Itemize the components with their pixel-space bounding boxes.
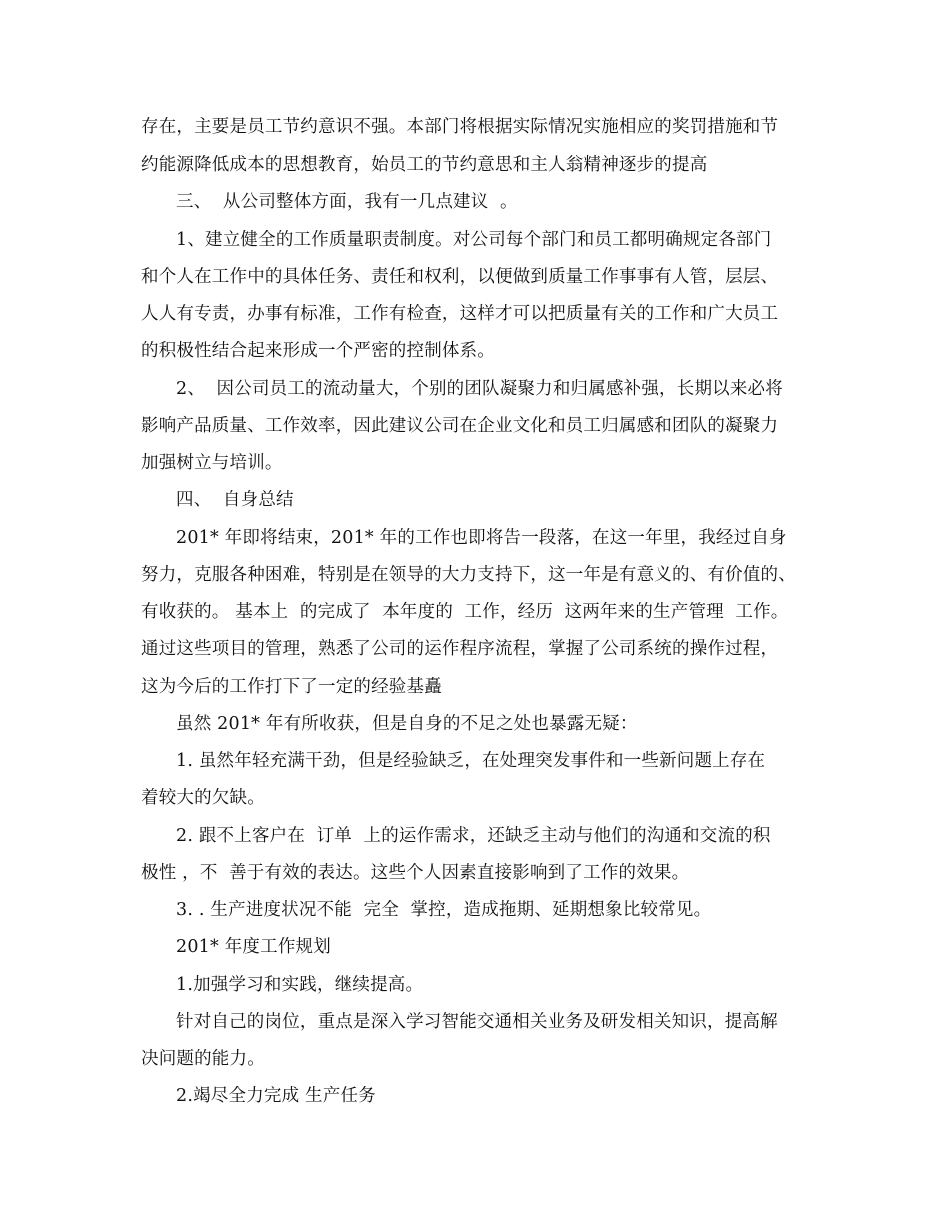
section-heading: 四、 自身总结 bbox=[176, 490, 294, 510]
paragraph-line: 201* 年即将结束，201* 年的工作也即将告一段落，在这一年里，我经过自身 bbox=[176, 528, 787, 548]
paragraph-line: 有收获的。 基本上 的完成了 本年度的 工作，经历 这两年来的生产管理 工作。 bbox=[141, 602, 789, 622]
paragraph-line: 极性 ，不 善于有效的表达。这些个人因素直接影响到了工作的效果。 bbox=[141, 863, 690, 883]
paragraph-line: 加强树立与培训。 bbox=[141, 453, 283, 473]
paragraph-line: 2. 跟不上客户在 订单 上的运作需求，还缺乏主动与他们的沟通和交流的积 bbox=[176, 826, 771, 846]
paragraph-line: 的积极性结合起来形成一个严密的控制体系。 bbox=[141, 341, 495, 361]
paragraph-line: 3. . 生产进度状况不能 完全 掌控，造成拖期、延期想象比较常见。 bbox=[176, 900, 712, 920]
paragraph-line: 2.竭尽全力完成 生产任务 bbox=[176, 1086, 376, 1106]
paragraph-line: 和个人在工作中的具体任务、责任和权利，以便做到质量工作事事有人管，层层、 bbox=[141, 267, 779, 287]
paragraph-line: 存在，主要是员工节约意识不强。本部门将根据实际情况实施相应的奖罚措施和节 bbox=[141, 117, 779, 137]
paragraph-line: 1.加强学习和实践，继续提高。 bbox=[176, 975, 424, 995]
paragraph-line: 着较大的欠缺。 bbox=[141, 788, 265, 808]
paragraph-line: 1. 虽然年轻充满干劲，但是经验缺乏，在处理突发事件和一些新问题上存在 bbox=[176, 751, 766, 771]
paragraph-line: 决问题的能力。 bbox=[141, 1049, 265, 1069]
paragraph-line: 努力，克服各种困难，特别是在领导的大力支持下，这一年是有意义的、有价值的、 bbox=[141, 565, 796, 585]
paragraph-line: 1、建立健全的工作质量职责制度。对公司每个部门和员工都明确规定各部门 bbox=[176, 230, 772, 250]
paragraph-line: 这为今后的工作打下了一定的经验基矗 bbox=[141, 677, 442, 697]
section-heading: 201* 年度工作规划 bbox=[176, 937, 331, 957]
paragraph-line: 人人有专责，办事有标准，工作有检查，这样才可以把质量有关的工作和广大员工 bbox=[141, 304, 779, 324]
section-heading: 三、 从公司整体方面，我有一几点建议 。 bbox=[176, 192, 518, 212]
paragraph-line: 约能源降低成本的思想教育，始员工的节约意思和主人翁精神逐步的提高 bbox=[141, 155, 708, 175]
paragraph-line: 影响产品质量、工作效率，因此建议公司在企业文化和员工归属感和团队的凝聚力 bbox=[141, 416, 779, 436]
paragraph-line: 虽然 201* 年有所收获，但是自身的不足之处也暴露无疑： bbox=[176, 714, 638, 734]
paragraph-line: 2、 因公司员工的流动量大，个别的团队凝聚力和归属感补强，长期以来必将 bbox=[176, 379, 783, 399]
paragraph-line: 通过这些项目的管理，熟悉了公司的运作程序流程，掌握了公司系统的操作过程， bbox=[141, 639, 779, 659]
paragraph-line: 针对自己的岗位，重点是深入学习智能交通相关业务及研发相关知识，提高解 bbox=[176, 1012, 778, 1032]
